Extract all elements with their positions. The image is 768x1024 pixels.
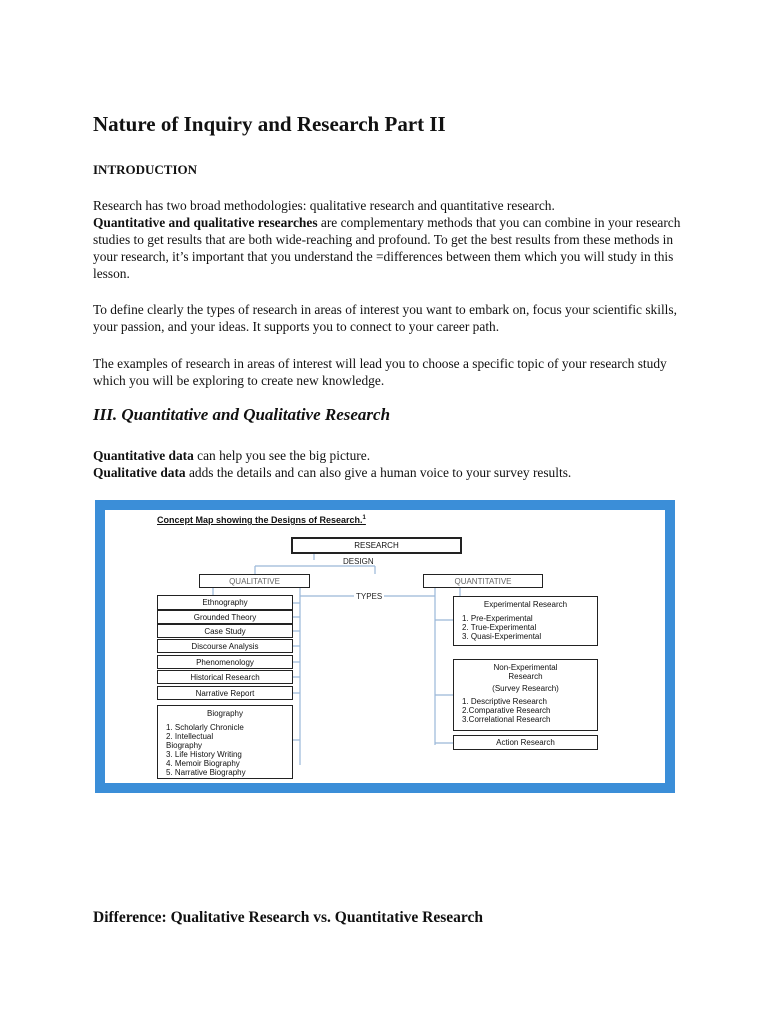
examples-paragraph: The examples of research in areas of interest will lead you to choose a specific topic of your research study which you will be exploring to create new knowledge. (93, 356, 667, 388)
intro-paragraph (93, 197, 683, 282)
intro-bold-term: Quantitative and qualitative researches (93, 215, 318, 230)
qual-item-grounded-theory: Grounded Theory (157, 610, 293, 624)
types-label: TYPES (356, 592, 383, 601)
qual-item-historical-research: Historical Research (157, 670, 293, 684)
list-item: Biography (166, 741, 203, 750)
experimental-list (462, 614, 589, 641)
qual-item-case-study: Case Study (157, 624, 293, 638)
qual-item-narrative-report: Narrative Report (157, 686, 293, 700)
intro-line-1: Research has two broad methodologies: qualitative research and quantitative research. (93, 198, 555, 213)
qualitative-data-text: adds the details and can also give a human voice to your survey results. (185, 465, 572, 480)
quantitative-box: QUANTITATIVE (423, 574, 543, 588)
list-item: 3. Quasi-Experimental (462, 632, 542, 641)
experimental-research-box (453, 596, 598, 646)
concept-map-caption (157, 515, 366, 525)
types-paragraph: To define clearly the types of research in areas of interest you want to embark on, focus your scientific skills, your passion, and your ideas. It supports you to connect to your career path. (93, 302, 677, 334)
experimental-heading: Experimental Research (483, 600, 568, 609)
biography-list (166, 723, 284, 777)
intro-rest: are complementary methods that you can combine in your research studies to get results that are both wide-reaching and profound. To get the best results from these methods in your research, it’s important that you understand the =differences between them which you will study in this lesson. (93, 215, 681, 281)
list-item: 2. True-Experimental (462, 623, 537, 632)
qualitative-data-term: Qualitative data (93, 465, 186, 480)
difference-heading: Difference: Qualitative Research vs. Quantitative Research (93, 909, 483, 926)
non-experimental-heading-1: Non-Experimental (493, 663, 558, 672)
qual-item-phenomenology: Phenomenology (157, 655, 293, 669)
quantitative-data-text: can help you see the big picture. (193, 448, 371, 463)
list-item: 2. Intellectual (166, 732, 214, 741)
non-experimental-research-box (453, 659, 598, 731)
non-experimental-heading-2: Research (508, 672, 543, 681)
list-item: 1. Descriptive Research (462, 697, 547, 706)
list-item: 3. Life History Writing (166, 750, 242, 759)
introduction-heading: INTRODUCTION (93, 162, 198, 177)
biography-box (157, 705, 293, 779)
design-label: DESIGN (343, 557, 374, 566)
section-heading: III. Quantitative and Qualitative Research (93, 405, 391, 424)
quantitative-data-term: Quantitative data (93, 448, 194, 463)
list-item: 3.Correlational Research (462, 715, 551, 724)
list-item: 1. Scholarly Chronicle (166, 723, 244, 732)
list-item: 1. Pre-Experimental (462, 614, 533, 623)
qualitative-box: QUALITATIVE (199, 574, 310, 588)
qual-item-ethnography: Ethnography (157, 595, 293, 610)
data-paragraph (93, 447, 683, 481)
concept-map (105, 510, 665, 783)
list-item: 2.Comparative Research (462, 706, 551, 715)
list-item: 4. Memoir Biography (166, 759, 240, 768)
action-research-box: Action Research (453, 735, 598, 750)
caption-footnote-mark: 1 (362, 515, 366, 521)
survey-research-label: (Survey Research) (492, 684, 559, 693)
concept-map-caption-text: Concept Map showing the Designs of Research. (157, 515, 363, 525)
list-item: 5. Narrative Biography (166, 768, 246, 777)
non-experimental-list (462, 697, 589, 724)
research-box: RESEARCH (291, 537, 462, 554)
qual-item-discourse-analysis: Discourse Analysis (157, 639, 293, 653)
page-title: Nature of Inquiry and Research Part II (93, 112, 446, 136)
biography-heading: Biography (206, 709, 244, 718)
concept-map-figure (95, 500, 675, 793)
